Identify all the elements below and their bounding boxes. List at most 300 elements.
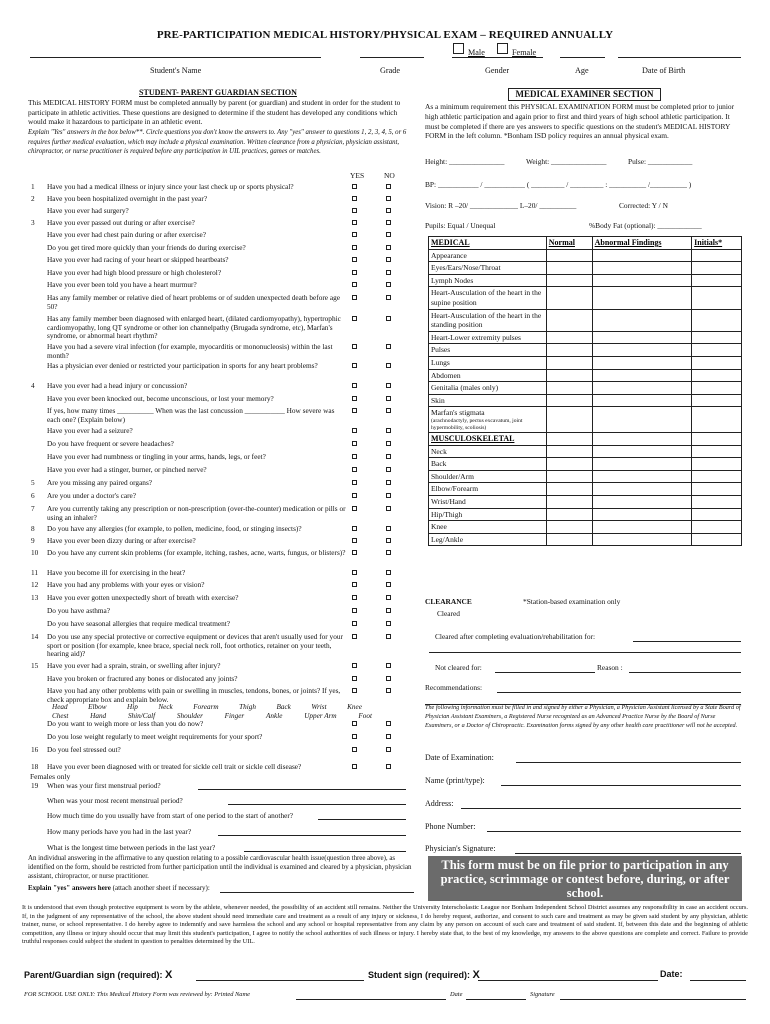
female-checkbox[interactable] [497,43,508,54]
yes-checkbox[interactable] [352,231,357,240]
medical-exam-table [428,236,742,546]
yes-checkbox[interactable] [352,183,357,192]
question-text: Have you ever been dizzy during or after exercise? [47,536,196,545]
marfan-label: Marfan's stigmata [431,408,485,418]
no-checkbox[interactable] [386,633,391,642]
office-date-field[interactable] [466,999,526,1000]
exam-cell-initials[interactable] [692,331,742,344]
no-checkbox[interactable] [386,492,391,501]
yes-checkbox[interactable] [352,269,357,278]
question-text: When was your most recent menstrual period? [47,796,183,805]
exam-cell-normal[interactable] [546,369,592,382]
date-field[interactable] [690,980,746,981]
no-checkbox[interactable] [386,569,391,578]
not-cleared-field[interactable] [495,672,595,673]
no-checkbox[interactable] [386,466,391,475]
legal-note: The following information must be filled in and signed by either a Physician, a Physician Assistant licensed by a State Board of Physician Assistant Examiners, a Registered Nurse recognized as an Advanced Practice Nurse by the Board of Nurse Examiners, or a Doctor of Chiropractic. Examination forms signed by any other health care practitioner will not be accepted. [425,704,741,730]
student-sign-text: Student sign (required): [368,970,470,980]
question-number: 12 [31,580,39,589]
table-row [429,496,742,509]
question-text: Have you ever had a head injury or concussion? [47,381,188,390]
on-file-banner: This form must be on file prior to participation in any practice, scrimmage or contest before, during, or after school. [428,856,742,901]
exam-cell-abnormal[interactable] [592,521,692,534]
exam-cell-abnormal[interactable] [592,533,692,546]
female-label: Female [512,48,537,57]
no-checkbox[interactable] [386,733,391,742]
yes-checkbox[interactable] [352,466,357,475]
no-checkbox[interactable] [386,525,391,534]
recommendations-label: Recommendations: [425,683,483,692]
yes-checkbox[interactable] [352,607,357,616]
question-text: When was your first menstrual period? [47,781,161,790]
yes-checkbox[interactable] [352,720,357,729]
question-number: 11 [31,568,39,577]
yes-checkbox[interactable] [352,294,357,303]
yes-checkbox[interactable] [352,395,357,404]
exam-cell-normal[interactable] [546,274,592,287]
no-checkbox[interactable] [386,407,391,416]
question-text: Have you had a severe viral infection (for example, myocarditis or mononucleosis) within the last month? [47,342,333,360]
office-signature-label: Signature [530,991,555,998]
question-text: Has a physician ever denied or restricted your participation in sports for any heart problems? [47,361,318,370]
joint-option[interactable]: Hip [127,703,138,711]
no-checkbox[interactable] [386,549,391,558]
no-checkbox[interactable] [386,395,391,404]
question-text: Have you ever been knocked out, become unconscious, or lost your memory? [47,394,274,403]
yes-checkbox[interactable] [352,382,357,391]
clearance-label: CLEARANCE [425,597,472,606]
exam-item: Genitalia (males only) [429,382,547,395]
corrected-field[interactable]: Corrected: Y / N [619,201,668,210]
no-checkbox[interactable] [386,231,391,240]
yes-checkbox[interactable] [352,662,357,671]
date-exam-field[interactable] [516,762,741,763]
exam-cell-normal[interactable] [546,287,592,309]
exam-cell-initials[interactable] [692,458,742,471]
question-text: Do you have asthma? [47,606,111,615]
question-number: 18 [31,762,39,771]
pupils-field[interactable]: Pupils: Equal / Unequal [425,221,496,230]
office-signature-field[interactable] [560,999,746,1000]
yes-checkbox[interactable] [352,244,357,253]
answer-field[interactable] [218,828,406,836]
question-text: Have you had any problems with your eyes or vision? [47,580,205,589]
exam-cell-initials[interactable] [692,249,742,262]
explain-yes-note: (attach another sheet if necessary): [112,884,210,892]
joint-option[interactable]: Head [52,703,68,711]
joint-option[interactable]: Upper Arm [304,712,337,720]
pulse-field[interactable]: Pulse: ____________ [628,157,693,166]
exam-cell-initials[interactable] [692,287,742,309]
exam-cell-initials[interactable] [692,521,742,534]
exam-cell-abnormal[interactable] [592,331,692,344]
yes-checkbox[interactable] [352,763,357,772]
no-checkbox[interactable] [386,219,391,228]
no-checkbox[interactable] [386,581,391,590]
cleared-after-label[interactable]: Cleared after completing evaluation/rehabilitation for: [435,632,596,641]
yes-checkbox[interactable] [352,479,357,488]
exam-cell-abnormal[interactable] [592,287,692,309]
exam-cell-initials[interactable] [692,309,742,331]
exam-cell-normal[interactable] [546,483,592,496]
student-name-field[interactable] [30,57,321,58]
question-text: Do you feel stressed out? [47,745,121,754]
phone-field[interactable] [487,831,741,832]
question-text: Have you ever been told you have a heart murmur? [47,280,197,289]
liability-statement: It is understood that even though protective equipment is worn by the athlete, whenever needed, the possibility of an accident still remains. Neither the University Interscholastic League nor Bonham Independent School District assumes any responsibility in case an accident occurs. If, in the judgment of any representative of the school, the above student should need immediate care and treatment as a result of any injury or sickness, I do hereby request, authorize, and consent to such care and treatment as may be given said student by any physician, athletic trainer, nurse, or school representative. I do hereby agree to indemnify and save harmless the school and any school or hospital representative from any claim by any person on account of such care and treatment of said student. If, between this date and the beginning of athletic competition, any illness or injury should occur that may limit this student's participation, I agree to notify the school authorities of such illness or injury. I hereby state that, to the best of my knowledge, my answers to the above questions are complete and correct. Failure to provide truthful responses could subject the student in question to penalties determined by the UIL. [22,904,748,946]
joint-option[interactable]: Forearm [193,703,219,711]
explain-yes-bold: Explain "yes" answers here [28,884,111,892]
answer-field[interactable] [228,797,406,805]
vision-field[interactable]: Vision: R –20/ _____________ L–20/ __________ [425,201,577,210]
no-checkbox[interactable] [386,440,391,449]
question-text: Have you ever had a seizure? [47,426,133,435]
column-header-normal: Normal [546,237,592,250]
question-number: 19 [31,781,39,790]
no-checkbox[interactable] [386,662,391,671]
exam-cell-normal[interactable] [546,533,592,546]
table-row [429,382,742,395]
yes-checkbox[interactable] [352,427,357,436]
question-text: Do you have any allergies (for example, to pollen, medicine, food, or stinging insects)? [47,524,302,533]
question-number: 4 [31,381,35,390]
exam-cell-initials[interactable] [692,483,742,496]
question-text: Have you ever had numbness or tingling in your arms, hands, legs, or feet? [47,452,266,461]
yes-checkbox[interactable] [352,343,357,352]
exam-cell-initials[interactable] [692,369,742,382]
question-text: Are you under a doctor's care? [47,491,137,500]
exam-item: Heart-Ausculation of the heart in the standing position [429,309,547,331]
student-section [28,88,416,898]
yes-checkbox[interactable] [352,505,357,514]
exam-cell-normal[interactable] [546,407,592,433]
no-checkbox[interactable] [386,746,391,755]
no-checkbox[interactable] [386,183,391,192]
school-use-text: FOR SCHOOL USE ONLY: This Medical History Form was reviewed by: Printed Name [24,991,250,998]
column-header-abnormal: Abnormal Findings [592,237,692,250]
exam-cell-abnormal[interactable] [592,309,692,331]
no-checkbox[interactable] [386,720,391,729]
exam-cell-initials[interactable] [692,496,742,509]
exam-cell-normal[interactable] [546,309,592,331]
gender-label: Gender [485,66,510,75]
station-note: *Station-based examination only [523,597,621,606]
exam-cell-normal[interactable] [546,470,592,483]
parent-sign-field[interactable] [196,980,364,981]
question-text: Do you get tired more quickly than your friends do during exercise? [47,243,246,252]
yes-checkbox[interactable] [352,453,357,462]
no-checkbox[interactable] [386,479,391,488]
joint-option[interactable]: Shoulder [176,712,203,720]
table-row [429,274,742,287]
no-checkbox[interactable] [386,207,391,216]
answer-field[interactable] [244,844,406,852]
table-row [429,508,742,521]
exam-cell-abnormal[interactable] [592,394,692,407]
school-use-row [24,991,250,998]
signature-label: Physician's Signature: [425,844,496,853]
exam-item: Leg/Ankle [429,533,547,546]
question-number: 3 [31,218,35,227]
exam-cell-normal[interactable] [546,508,592,521]
student-explain: Explain "Yes" answers in the box below**. Circle questions you don't know the answers to. Any "yes" answer to questions 1, 2, 3, 4, 5, or 6 requires further medical evaluation, which may include a physical examination. Written clearance from a physician, physician assistant, chiropractor, or nurse practitioner is required before any participation in UIL practices, games or matches. [28,129,407,155]
joint-option[interactable]: Hand [90,712,107,720]
recommendations-field[interactable] [497,692,741,693]
yes-checkbox[interactable] [352,407,357,416]
yes-checkbox[interactable] [352,537,357,546]
females-only-label: Females only [30,772,71,781]
exam-cell-initials[interactable] [692,470,742,483]
exam-cell-normal[interactable] [546,382,592,395]
exam-cell-normal[interactable] [546,394,592,407]
grade-field[interactable] [360,57,424,58]
student-sign-field[interactable] [478,980,658,981]
cardio-statement: An individual answering in the affirmative to any question relating to a possible cardiovascular health issue(question three above), as identified on the form, should be restricted from further participation until the individual is examined and cleared by a physician, physician assistant, chiropractor, or nurse practitioner. [28,855,412,881]
exam-cell-abnormal[interactable] [592,483,692,496]
exam-cell-normal[interactable] [546,249,592,262]
yes-checkbox[interactable] [352,207,357,216]
no-checkbox[interactable] [386,382,391,391]
reason-field[interactable] [629,672,741,673]
question-text: If yes, how many times __________ When was the last concussion ___________ How severe was each one? (Explain below) [47,406,335,424]
exam-cell-normal[interactable] [546,344,592,357]
no-checkbox[interactable] [386,687,391,696]
yes-checkbox[interactable] [352,440,357,449]
exam-item: Neck [429,445,547,458]
joint-option[interactable]: Finger [224,712,245,720]
exam-cell-normal[interactable] [546,521,592,534]
cleared-after-field-2[interactable] [429,652,741,653]
question-text: Have you ever had a sprain, strain, or swelling after injury? [47,661,221,670]
yes-checkbox[interactable] [352,687,357,696]
joint-option[interactable]: Chest [52,712,69,720]
exam-item: Knee [429,521,547,534]
no-checkbox[interactable] [386,343,391,352]
no-checkbox[interactable] [386,244,391,253]
grade-label: Grade [380,66,401,75]
joint-option[interactable]: Shin/Calf [127,712,156,720]
joint-option[interactable]: Thigh [239,703,256,711]
yes-checkbox[interactable] [352,525,357,534]
marfan-note: (arachnodactyly, pectus excavatum, joint hypermobility, scoliosis) [431,417,523,431]
question-text: Have you become ill for exercising in the heat? [47,568,186,577]
question-number: 7 [31,504,35,513]
no-checkbox[interactable] [386,362,391,371]
yes-checkbox[interactable] [352,281,357,290]
yes-checkbox[interactable] [352,315,357,324]
answer-field[interactable] [198,782,406,790]
weight-field[interactable]: Weight: _______________ [526,157,607,166]
answer-field[interactable] [318,812,406,820]
question-number: 16 [31,745,39,754]
exam-cell-abnormal[interactable] [592,262,692,275]
cleared-after-field[interactable] [633,641,741,642]
question-number: 10 [31,548,39,557]
exam-cell-initials[interactable] [692,407,742,433]
yes-checkbox[interactable] [352,492,357,501]
exam-cell-abnormal[interactable] [592,274,692,287]
student-sign-label [368,969,480,981]
joint-option[interactable]: Back [276,703,291,711]
office-date-label: Date [450,991,463,998]
yes-checkbox[interactable] [352,675,357,684]
no-checkbox[interactable] [386,269,391,278]
table-row [429,533,742,546]
exam-cell-normal[interactable] [546,458,592,471]
yes-checkbox[interactable] [352,746,357,755]
exam-cell-initials[interactable] [692,356,742,369]
exam-cell-normal[interactable] [546,433,592,446]
student-sign-x: X [472,969,480,981]
exam-cell-abnormal[interactable] [592,470,692,483]
table-header-row [429,237,742,250]
yes-checkbox[interactable] [352,633,357,642]
male-label: Male [468,48,485,57]
no-checkbox[interactable] [386,453,391,462]
exam-cell-abnormal[interactable] [592,369,692,382]
question-text: Have you broken or fractured any bones or dislocated any joints? [47,674,238,683]
no-checkbox[interactable] [386,594,391,603]
exam-item: Appearance [429,249,547,262]
question-number: 14 [31,632,39,641]
no-checkbox[interactable] [386,427,391,436]
table-row [429,445,742,458]
explain-yes-field[interactable] [220,892,414,893]
name-field[interactable] [501,785,741,786]
yes-checkbox[interactable] [352,620,357,629]
exam-cell-normal[interactable] [546,262,592,275]
column-header: MEDICAL [429,237,547,250]
exam-cell-initials[interactable] [692,508,742,521]
exam-cell-normal[interactable] [546,331,592,344]
joint-option[interactable]: Ankle [266,712,283,720]
no-checkbox[interactable] [386,281,391,290]
no-checkbox[interactable] [386,256,391,265]
question-text: Have you ever had a stinger, burner, or pinched nerve? [47,465,207,474]
question-text: Has any family member or relative died of heart problems or of sudden unexpected death before age 50? [47,293,340,311]
question-number: 2 [31,194,35,203]
cleared-option[interactable]: Cleared [437,609,460,618]
no-column-header: NO [384,171,395,180]
parent-sign-text: Parent/Guardian sign (required): [24,970,163,980]
question-text: Are you missing any paired organs? [47,478,153,487]
joint-option[interactable]: Elbow [88,703,107,711]
exam-cell-abnormal[interactable] [592,445,692,458]
yes-checkbox[interactable] [352,362,357,371]
exam-cell-abnormal[interactable] [592,344,692,357]
no-checkbox[interactable] [386,607,391,616]
marfan-item [429,407,547,433]
question-text: Are you currently taking any prescription or non-prescription (over-the-counter) medication or pills or using an inhaler? [47,504,346,522]
joint-option[interactable]: Wrist [311,703,327,711]
joint-option[interactable]: Foot [358,712,372,720]
gender-field-line [452,57,543,58]
height-field[interactable]: Height: _______________ [425,157,505,166]
question-number: 5 [31,478,35,487]
exam-cell-abnormal[interactable] [592,458,692,471]
exam-item: Hip/Thigh [429,508,547,521]
column-header-initials: Initials* [692,237,742,250]
yes-column-header: YES [350,171,365,180]
joint-option[interactable]: Knee [347,703,362,711]
yes-checkbox[interactable] [352,195,357,204]
exam-cell-initials[interactable] [692,274,742,287]
table-header-row [429,433,742,446]
exam-cell-initials[interactable] [692,382,742,395]
no-checkbox[interactable] [386,537,391,546]
bodyfat-field[interactable]: %Body Fat (optional): ____________ [589,221,702,230]
address-field[interactable] [461,808,741,809]
bp-field[interactable]: BP: ___________ / ___________ ( _________ / _________ : __________ /__________ ) [425,180,692,189]
student-intro: This MEDICAL HISTORY FORM must be completed annually by parent (or guardian) and student in order for the student to participate in athletic activities. These questions are designed to determine if the student has developed any conditions which would make it hazardous to participate in an athletic event. [28,98,401,127]
yes-checkbox[interactable] [352,549,357,558]
dob-field[interactable] [618,57,741,58]
exam-cell-abnormal[interactable] [592,407,692,433]
question-text: Have you had any other problems with pain or swelling in muscles, tendons, bones, or joints? If yes, check appropriate box and explain below. [47,686,341,704]
date-exam-label: Date of Examination: [425,753,494,762]
no-checkbox[interactable] [386,315,391,324]
exam-cell-initials[interactable] [692,262,742,275]
joint-option[interactable]: Neck [158,703,173,711]
question-number: 13 [31,593,39,602]
exam-item: Heart-Ausculation of the heart in the supine position [429,287,547,309]
no-checkbox[interactable] [386,763,391,772]
exam-cell-abnormal[interactable] [592,382,692,395]
question-number: 9 [31,536,35,545]
table-row [429,458,742,471]
exam-cell-initials[interactable] [692,533,742,546]
yes-checkbox[interactable] [352,219,357,228]
exam-cell-abnormal[interactable] [592,249,692,262]
question-text: Do you have seasonal allergies that require medical treatment? [47,619,231,628]
signature-field[interactable] [515,853,741,854]
yes-checkbox[interactable] [352,569,357,578]
age-field[interactable] [560,57,605,58]
exam-cell-initials[interactable] [692,344,742,357]
exam-cell-normal[interactable] [546,445,592,458]
yes-checkbox[interactable] [352,256,357,265]
form-title: PRE-PARTICIPATION MEDICAL HISTORY/PHYSICAL EXAM – REQUIRED ANNUALLY [156,29,614,41]
table-row [429,369,742,382]
male-checkbox[interactable] [453,43,464,54]
exam-cell-abnormal[interactable] [592,508,692,521]
phone-label: Phone Number: [425,822,476,831]
exam-cell-initials[interactable] [692,394,742,407]
no-checkbox[interactable] [386,675,391,684]
no-checkbox[interactable] [386,620,391,629]
no-checkbox[interactable] [386,294,391,303]
table-row [429,521,742,534]
reviewer-name-field[interactable] [296,999,446,1000]
no-checkbox[interactable] [386,505,391,514]
dob-label: Date of Birth [642,66,686,75]
question-number: 1 [31,182,35,191]
yes-checkbox[interactable] [352,733,357,742]
exam-cell-initials[interactable] [692,433,742,446]
exam-cell-normal[interactable] [546,496,592,509]
exam-cell-normal[interactable] [546,356,592,369]
exam-cell-abnormal[interactable] [592,356,692,369]
question-text: Have you ever had chest pain during or after exercise? [47,230,207,239]
exam-item: Back [429,458,547,471]
yes-checkbox[interactable] [352,594,357,603]
yes-checkbox[interactable] [352,581,357,590]
no-checkbox[interactable] [386,195,391,204]
not-cleared-label[interactable]: Not cleared for: [435,663,482,672]
exam-cell-abnormal[interactable] [592,496,692,509]
exam-cell-initials[interactable] [692,445,742,458]
exam-cell-abnormal[interactable] [592,433,692,446]
